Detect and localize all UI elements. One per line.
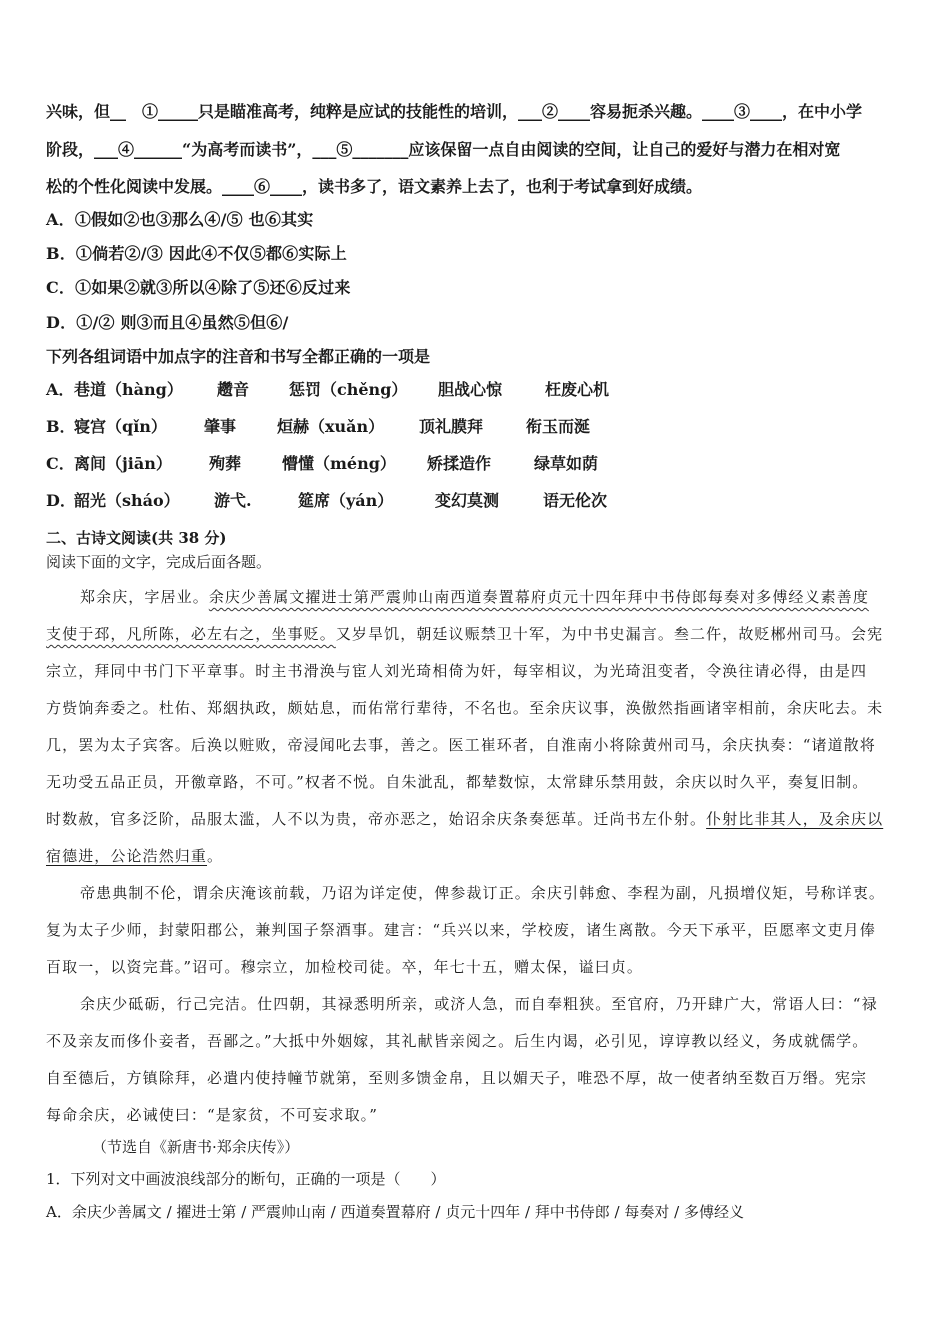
- option-item: 衔玉而涎: [526, 417, 591, 436]
- option-item: 语无伦次: [543, 491, 608, 510]
- q2-stem: 下列各组词语中加点字的注音和书写全都正确的一项是: [46, 347, 431, 366]
- wavy-underlined-text: 支使于邳，凡所陈，必左右之，坐事贬。: [46, 625, 336, 643]
- passage-p1-line3: 宗立，拜同中书门下平章事。时主书滑涣与宦人刘光琦相倚为奸，每宰相议，为光琦沮变者，令涣往请必得，由是四: [46, 662, 868, 680]
- passage-text: 。: [207, 847, 224, 865]
- option-item: 离间（jiān）: [74, 454, 172, 473]
- passage-p3-line1: 余庆少砥砺，行己完洁。仕四朝，其禄悉明所亲，或济人急，而自奉粗狭。至官府，乃开肆广大，常语人曰：“禄: [80, 995, 878, 1013]
- option-label: B．: [46, 417, 76, 436]
- option-item: 韶光（sháo）: [74, 491, 180, 510]
- option-item: 惩罚（chěng）: [289, 380, 408, 399]
- section-heading: 二、古诗文阅读(共 38 分): [46, 529, 227, 547]
- wavy-underlined-text: 余庆少善属文擢进士第严震帅山南西道奏置幕府贞元十四年拜中书侍郎每奏对多傅经义素善度: [208, 588, 869, 606]
- section-instruction: 阅读下面的文字，完成后面各题。: [46, 553, 272, 571]
- option-label: C．: [46, 454, 75, 473]
- option-item: 胆战心惊: [438, 380, 503, 399]
- q1-stem-line3: 松的个性化阅读中发展。____⑥____，读书多了，语文素养上去了，也利于考试拿到好成绩。: [46, 177, 703, 196]
- option-item: 顶礼膜拜: [419, 417, 484, 436]
- q1-stem-line1: 兴味，但__ ①_____只是瞄准高考，纯粹是应试的技能性的培训，___②____容易扼杀兴趣。____③____，在中小学: [46, 102, 863, 121]
- passage-p2-line2: 复为太子少师，封蒙阳郡公，兼判国子祭酒事。建言：“兵兴以来，学校废，诸生离散。今天下承平，臣愿率文吏月俸: [46, 921, 876, 939]
- q1-option-d[interactable]: D．①/② 则③而且④虽然⑤但⑥/: [46, 313, 289, 332]
- passage-p1-line1: [80, 586, 906, 608]
- option-item: 变幻莫测: [435, 491, 500, 510]
- option-item: 殉葬: [209, 454, 242, 473]
- passage-p2-line1: 帝患典制不伦，谓余庆淹该前载，乃诏为详定使，俾参裁订正。余庆引韩愈、李程为副，凡损增仪矩，号称详衷。: [80, 884, 886, 902]
- option-item: 懵懂（méng）: [282, 454, 396, 473]
- q2-option-d[interactable]: [46, 490, 633, 512]
- option-item: 绿草如荫: [534, 454, 599, 473]
- q2-option-b[interactable]: [46, 416, 616, 438]
- option-label: A．: [46, 380, 75, 399]
- passage-text: 郑余庆，字居业。: [80, 588, 209, 606]
- q2-option-a[interactable]: [46, 379, 635, 401]
- q2-option-c[interactable]: [46, 453, 624, 475]
- option-item: 寝宫（qǐn）: [74, 417, 167, 436]
- option-item: 巷道（hàng）: [74, 380, 183, 399]
- option-item: 趱音: [217, 380, 250, 399]
- passage-p1-line2: [46, 623, 906, 645]
- passage-p3-line4: 每命余庆，必诫使曰：“是家贫，不可妄求取。”: [46, 1106, 379, 1124]
- option-item: 枉废心机: [545, 380, 610, 399]
- passage-p1-line8: [46, 845, 906, 867]
- q3-stem: 1．下列对文中画波浪线部分的断句，正确的一项是（ ）: [46, 1170, 446, 1188]
- passage-p3-line3: 自至德后，方镇除拜，必遣内使持幢节就第，至则多馈金帛，且以媚天子，唯恐不厚，故一使者纳至数百万缗。宪宗: [46, 1069, 868, 1087]
- option-item: 肇事: [204, 417, 237, 436]
- passage-p1-line4: 方赀饷奔委之。杜佑、郑絪执政，颇姑息，而佑常行辈待，不名也。至余庆议事，涣傲然指画诸宰相前，余庆叱去。未: [46, 699, 884, 717]
- q1-option-a[interactable]: A．①假如②也③那么④/⑤ 也⑥其实: [46, 210, 314, 229]
- q1-stem-line2: 阶段，___④______“为高考而读书”，___⑤_______应该保留一点自由阅读的空间，让自己的爱好与潜力在相对宽: [46, 140, 841, 159]
- passage-p1-line5: 几，罢为太子宾客。后涣以赃败，帝浸闻叱去事，善之。医工崔环者，自淮南小将除黄州司马，余庆执奏：“诸道散将: [46, 736, 876, 754]
- passage-p1-line7: [46, 808, 906, 830]
- passage-p3-line2: 不及亲友而侈仆妾者，吾鄙之。”大抵中外姻嫁，其礼献皆亲阅之。后生内谒，必引见，谆谆教以经义，务成就儒学。: [46, 1032, 869, 1050]
- option-item: 烜赫（xuǎn）: [277, 417, 385, 436]
- option-item: 游弋.: [214, 491, 252, 510]
- q1-option-c[interactable]: C．①如果②就③所以④除了⑤还⑥反过来: [46, 278, 351, 297]
- q3-option-a[interactable]: A．余庆少善属文 / 擢进士第 / 严震帅山南 / 西道奏置幕府 / 贞元十四年 / 拜中书侍郎 / 每奏对 / 多傅经义: [46, 1203, 744, 1221]
- option-item: 筵席（yán）: [298, 491, 394, 510]
- option-item: 矫揉造作: [427, 454, 492, 473]
- passage-p2-line3: 百取一，以资完葺。”诏可。穆宗立，加检校司徒。卒，年七十五，赠太保，谥曰贞。: [46, 958, 643, 976]
- underlined-text: 仆射比非其人，及余庆以: [706, 810, 884, 828]
- passage-source: （节选自《新唐书·郑余庆传》）: [92, 1138, 300, 1156]
- q1-option-b[interactable]: B．①倘若②/③ 因此④不仅⑤都⑥实际上: [46, 244, 347, 263]
- passage-text: 又岁旱饥，朝廷议赈禁卫十军，为中书史漏言。叁二仵，故贬郴州司马。会宪: [335, 625, 884, 643]
- passage-text: 时数赦，官多泛阶，品服太滥，人不以为贵，帝亦恶之，始诏余庆条奏惩革。迁尚书左仆射。: [46, 810, 707, 828]
- passage-p1-line6: 无功受五品正员，开徼章路，不可。”权者不悦。自朱泚乱，都辇数惊，太常肆乐禁用鼓，余庆以时久平，奏复旧制。: [46, 773, 869, 791]
- underlined-text: 宿德进，公论浩然归重: [46, 847, 208, 865]
- option-label: D．: [46, 491, 76, 510]
